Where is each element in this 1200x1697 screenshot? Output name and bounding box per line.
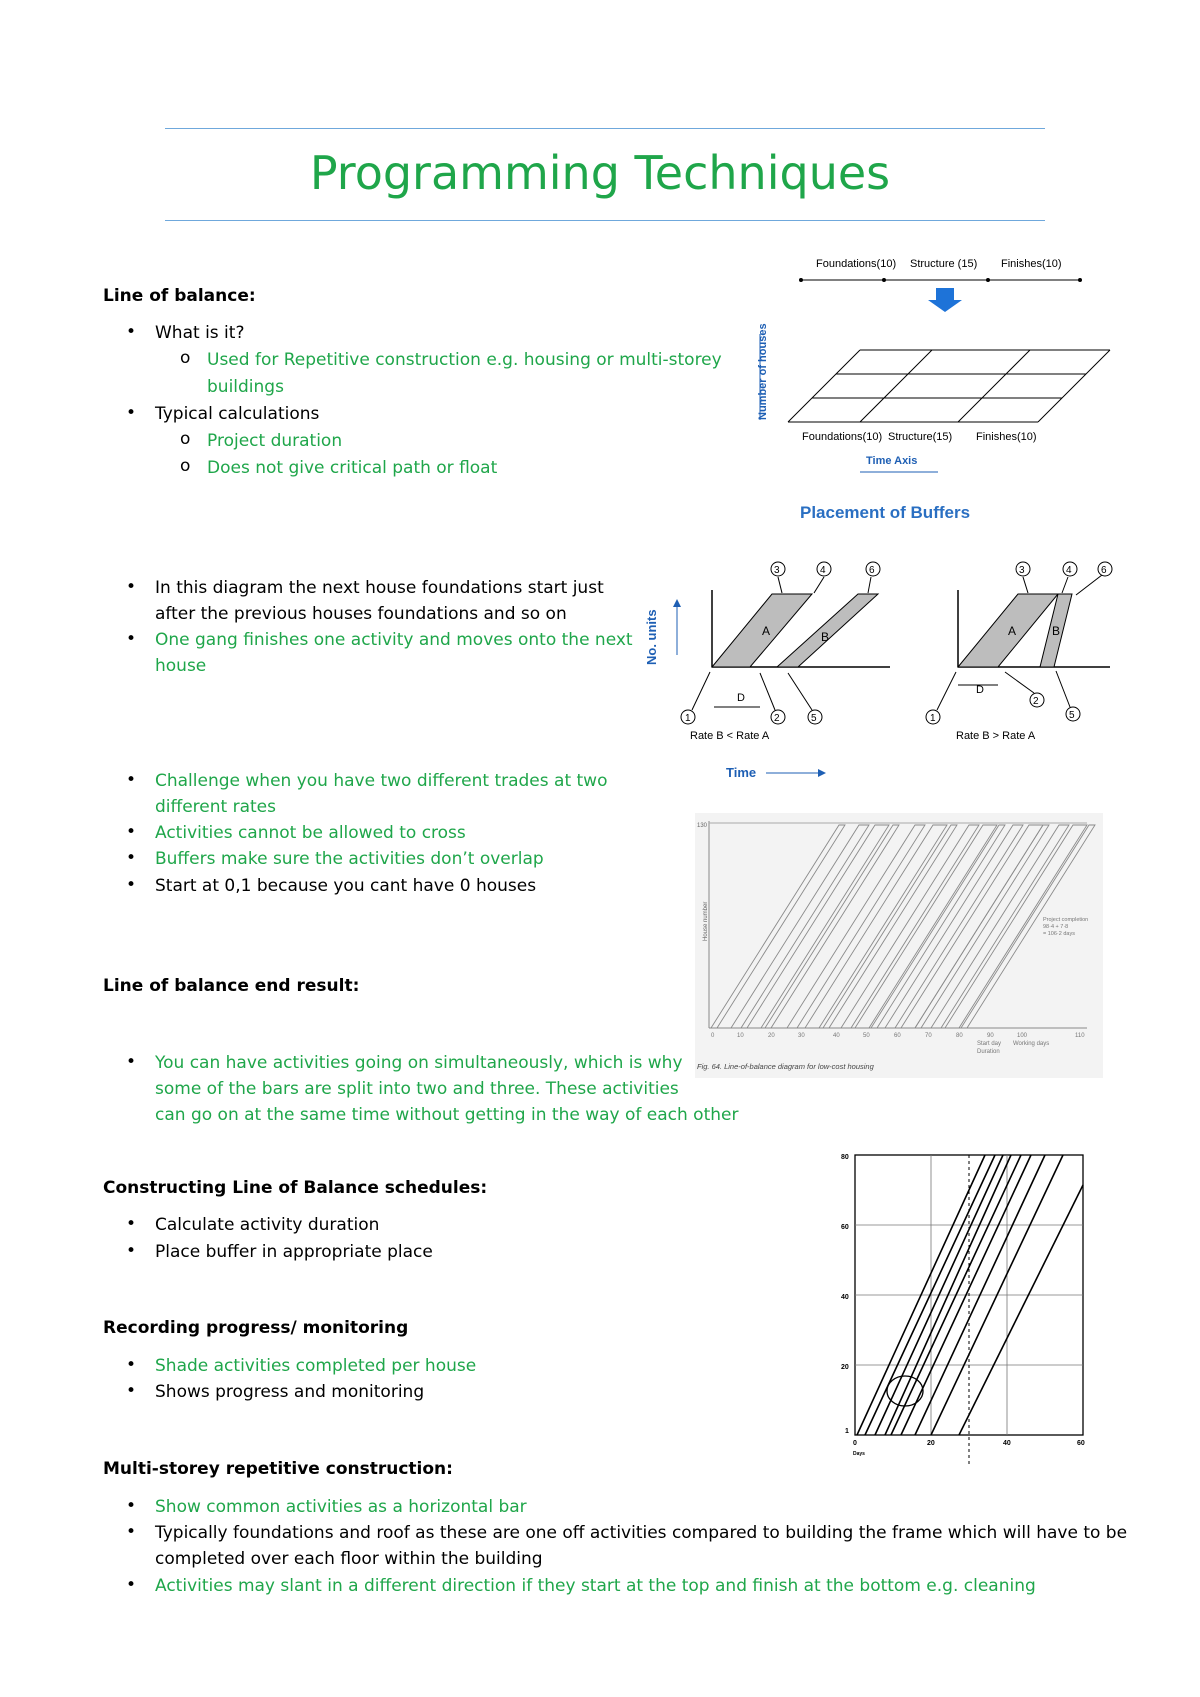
fig3-x-tick: 50 [863, 1033, 870, 1039]
bullet-icon: • [126, 577, 137, 597]
number-label: 6 [1101, 565, 1107, 576]
list-item: Place buffer in appropriate place [155, 1242, 433, 1262]
fig3-duration: Duration [977, 1049, 1000, 1055]
fig4-y-tick: 1 [845, 1428, 849, 1435]
fig1-x-axis-label: Time Axis [866, 455, 918, 467]
fig4-y-tick: 80 [841, 1154, 849, 1161]
fig3-x-tick: 10 [737, 1033, 744, 1039]
fig4-x-tick: 20 [927, 1440, 935, 1447]
section-heading-recording: Recording progress/ monitoring [103, 1318, 409, 1338]
section-heading-constructing: Constructing Line of Balance schedules: [103, 1178, 488, 1198]
title-rule-top [165, 128, 1045, 129]
fig3-y-label: House number [703, 901, 709, 941]
fig3-x-tick: 0 [711, 1033, 715, 1039]
number-label: 3 [1019, 565, 1025, 576]
fig1-bottom-label: Foundations(10) [802, 431, 883, 443]
list-item: Start at 0,1 because you cant have 0 houses [155, 876, 537, 896]
fig3-x-tick: 20 [768, 1033, 775, 1039]
fig4-y-tick: 20 [841, 1364, 849, 1371]
list-item: In this diagram the next house foundations start just [155, 578, 604, 598]
sub-bullet-icon: o [180, 348, 191, 368]
number-label: 1 [930, 713, 936, 724]
fig4-y-tick: 60 [841, 1224, 849, 1231]
activity-b-label: B [821, 630, 830, 644]
fig3-start-day: Start day [977, 1041, 1002, 1047]
number-label: 6 [869, 565, 875, 576]
fig2-x-axis-label: Time [726, 765, 757, 780]
list-item: What is it? [155, 323, 245, 343]
list-item: Shows progress and monitoring [155, 1382, 425, 1402]
fig1-y-axis-label: Number of houses [757, 323, 769, 420]
list-item: Typical calculations [155, 404, 320, 424]
list-item: Challenge when you have two different trades at two [155, 771, 608, 791]
right-caption: Rate B > Rate A [956, 730, 1036, 742]
bullet-icon: • [126, 1214, 137, 1234]
fig1-caption: Placement of Buffers [800, 503, 971, 522]
bullet-icon: • [126, 1052, 137, 1072]
list-item: Calculate activity duration [155, 1215, 380, 1235]
fig3-x-tick: 40 [833, 1033, 840, 1039]
fig4-x-tick: 60 [1077, 1440, 1085, 1447]
figure-placement-of-buffers [748, 250, 1128, 525]
figure-lob-low-cost-housing [695, 813, 1103, 1078]
fig4-x-label: Days [853, 1451, 865, 1457]
sub-bullet-icon: o [180, 456, 191, 476]
list-item: Activities cannot be allowed to cross [155, 823, 466, 843]
left-caption: Rate B < Rate A [690, 730, 770, 742]
list-item: buildings [207, 377, 284, 397]
down-arrow-icon [928, 288, 962, 312]
fig4-x-tick: 40 [1003, 1440, 1011, 1447]
bullet-icon: • [126, 822, 137, 842]
list-item: Shade activities completed per house [155, 1356, 477, 1376]
number-label: 1 [685, 713, 691, 724]
fig3-x-tick: 80 [956, 1033, 963, 1039]
gap-d-label: D [737, 692, 745, 704]
sub-bullet-icon: o [180, 429, 191, 449]
fig3-x-tick: 90 [987, 1033, 994, 1039]
gap-d-label: D [976, 684, 984, 696]
fig3-x-tick: 110 [1075, 1033, 1085, 1039]
fig3-x-tick: 30 [798, 1033, 805, 1039]
bullet-icon: • [126, 848, 137, 868]
page-title: Programming Techniques [309, 146, 891, 200]
list-item: can go on at the same time without getting in the way of each other [155, 1105, 739, 1125]
bullet-icon: • [126, 1355, 137, 1375]
list-item: some of the bars are split into two and three. These activities [155, 1079, 679, 1099]
bullet-icon: • [126, 875, 137, 895]
fig3-x-tick: 70 [925, 1033, 932, 1039]
number-label: 5 [811, 713, 817, 724]
fig3-caption: Fig. 64. Line-of-balance diagram for low-cost housing [697, 1062, 874, 1071]
figure-rate-comparison [640, 555, 1120, 795]
bullet-icon: • [126, 1496, 137, 1516]
list-item: different rates [155, 797, 276, 817]
bullet-icon: • [126, 1522, 137, 1542]
bullet-icon: • [126, 1575, 137, 1595]
fig3-working-days: Working days [1013, 1041, 1050, 1047]
fig3-note: Project completion [1043, 917, 1089, 923]
list-item: Used for Repetitive construction e.g. housing or multi-storey [207, 350, 722, 370]
activity-b-label: B [1052, 624, 1061, 638]
fig3-y-top: 130 [697, 823, 708, 829]
number-label: 4 [820, 565, 826, 576]
number-label: 2 [1033, 696, 1039, 707]
number-label: 4 [1066, 565, 1072, 576]
number-label: 5 [1069, 710, 1075, 721]
number-label: 2 [774, 713, 780, 724]
bullet-icon: • [126, 322, 137, 342]
list-item: Activities may slant in a different direction if they start at the top and finish at the bottom e.g. cleaning [155, 1576, 1036, 1596]
figure-progress-monitoring [835, 1145, 1095, 1465]
fig4-y-tick: 40 [841, 1294, 849, 1301]
bullet-icon: • [126, 403, 137, 423]
title-rule-bottom [165, 220, 1045, 221]
section-heading-multi-storey: Multi-storey repetitive construction: [103, 1459, 453, 1479]
fig1-bottom-label: Finishes(10) [976, 431, 1037, 443]
fig1-bottom-label: Structure(15) [888, 431, 953, 443]
activity-a-label: A [1008, 624, 1017, 638]
list-item: One gang finishes one activity and moves onto the next [155, 630, 633, 650]
fig1-top-label: Structure (15) [910, 258, 978, 270]
list-item: Does not give critical path or float [207, 458, 498, 478]
fig1-top-label: Foundations(10) [816, 258, 897, 270]
fig2-y-axis-label: No. units [644, 609, 659, 665]
list-item: house [155, 656, 207, 676]
list-item: You can have activities going on simultaneously, which is why [155, 1053, 683, 1073]
fig1-top-label: Finishes(10) [1001, 258, 1062, 270]
list-item: Typically foundations and roof as these are one off activities compared to building the frame which will have to be [155, 1523, 1128, 1543]
number-label: 3 [774, 565, 780, 576]
list-item: Project duration [207, 431, 343, 451]
section-heading-line-of-balance: Line of balance: [103, 286, 256, 306]
bullet-icon: • [126, 770, 137, 790]
fig4-x-tick: 0 [853, 1440, 857, 1447]
progress-activity-line [959, 1185, 1083, 1435]
list-item: Show common activities as a horizontal bar [155, 1497, 527, 1517]
section-heading-end-result: Line of balance end result: [103, 976, 360, 996]
bullet-icon: • [126, 1381, 137, 1401]
fig3-note: = 106·2 days [1043, 931, 1075, 937]
fig3-x-tick: 60 [894, 1033, 901, 1039]
fig3-note: 98·4 + 7·8 [1043, 924, 1069, 930]
bullet-icon: • [126, 1241, 137, 1261]
list-item: completed over each floor within the building [155, 1549, 543, 1569]
activity-a-label: A [762, 624, 771, 638]
bullet-icon: • [126, 629, 137, 649]
fig3-x-tick: 100 [1017, 1033, 1028, 1039]
list-item: after the previous houses foundations and so on [155, 604, 567, 624]
list-item: Buffers make sure the activities don’t overlap [155, 849, 544, 869]
